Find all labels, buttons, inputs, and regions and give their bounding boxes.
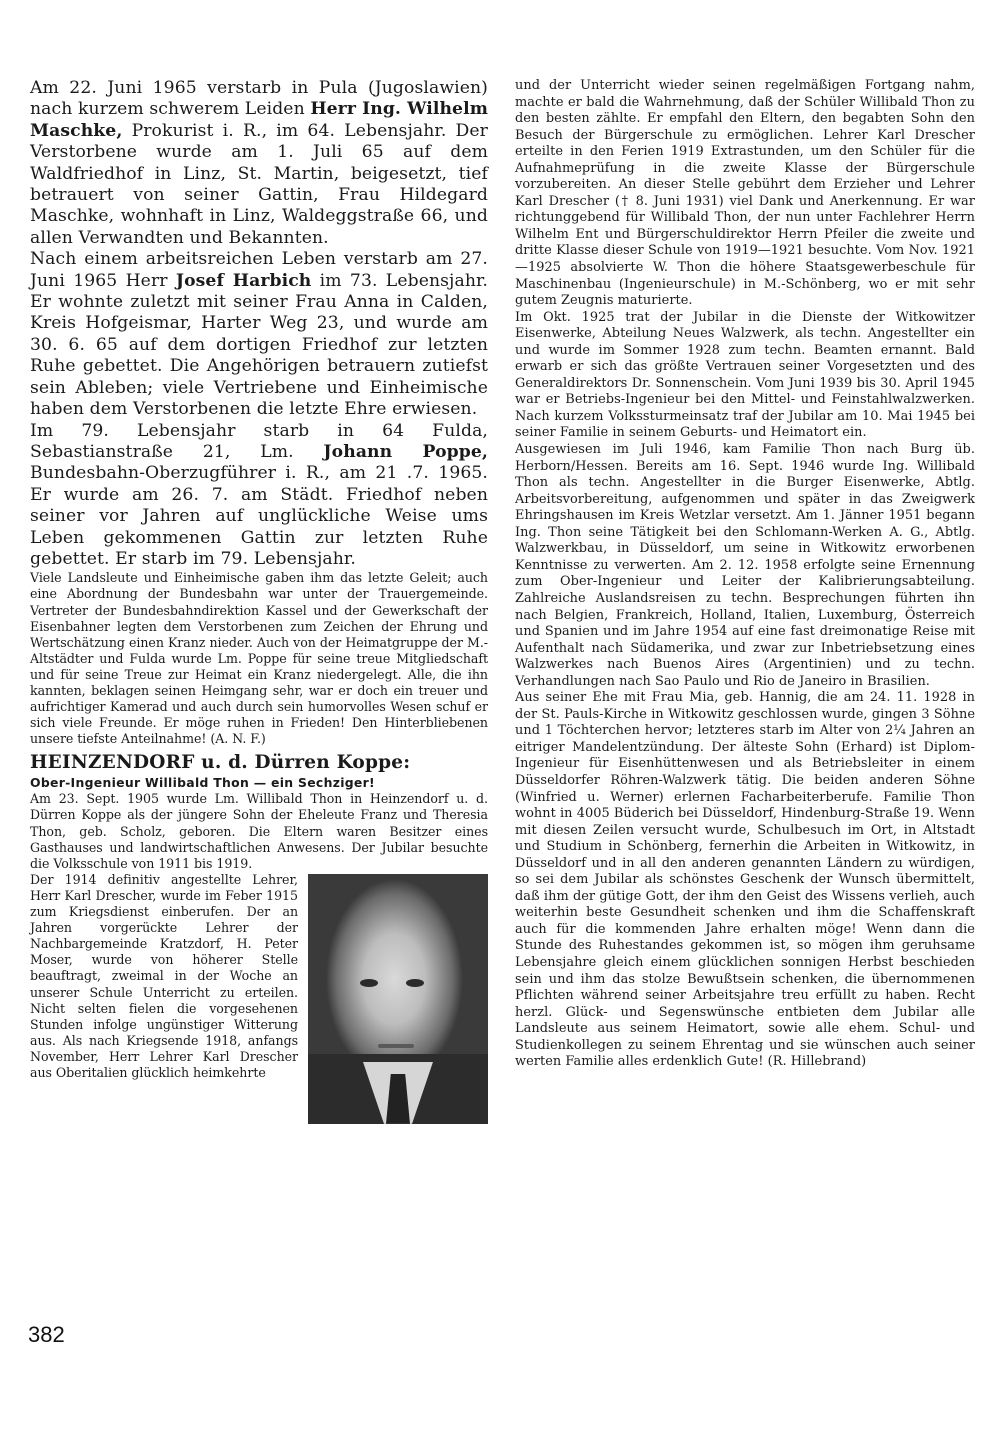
right-column: [515, 78, 975, 1071]
photo-mouth: [378, 1044, 414, 1048]
article-thon-teacher: Der 1914 definitiv angestellte Lehrer, Herr Karl Drescher, wurde im Feber 1915 zum Kriegsdienst einberufen. Der an Jahren vorgerückte Lehrer der Nachbargemeinde Kratzdorf, H. Peter Moser, wurde von höherer Stelle beauftragt, zweimal in der Woche an unserer Schule Unterricht zu erteilen. Nicht selten fielen die vorgesehenen Stunden infolge ungünstiger Witterung aus. Als nach Kriegsende 1918, anfangs November, Herr Lehrer Karl Drescher aus Oberitalien glücklich heimkehrte: [30, 871, 298, 1080]
article-thon-paragraph-3: Ausgewiesen im Juli 1946, kam Familie Thon nach Burg üb. Herborn/Hessen. Bereits am 16. Sept. 1946 wurde Ing. Willibald Thon als techn. Angestellter in die Burger Eisenwerke, Abtlg. Arbeitsvorbereitung, aufgenommen und später in das Zweigwerk Ehringshausen im Kreis Wetzlar versetzt. Am 1. Jänner 1951 begann Ing. Thon seine Tätigkeit bei den Schlomann-Werken A. G., Abtlg. Walzwerkbau, in Düsseldorf, um seine in Witkowitz erworbenen Kenntnisse zu verwerten. Am 2. 12. 1958 erfolgte seine Ernennung zum Ober-Ingenieur und Leiter der Kalibrierungsabteilung. Zahlreiche Auslandsreisen zu techn. Besprechungen führten ihn nach Belgien, Frankreich, Holland, Italien, Luxemburg, Österreich und Spanien und im Jahre 1954 auf eine fast dreimonatige Reise mit Aufenthalt nach Südamerika, und zwar zur Inbetriebsetzung eines Walzwerkes nach Buenos Aires (Argentinien) und zu techn. Verhandlungen nach Sao Paulo und Rio de Janeiro in Brasilien.: [515, 442, 975, 689]
obituary-text: im 73. Lebensjahr. Er wohnte zuletzt mit seiner Frau Anna in Calden, Kreis Hofgeismar, Harter Weg 23, und wurde am 30. 6. 65 auf dem dortigen Friedhof zur letzten Ruhe gebettet. Die Angehörigen betrauern zutiefst sein Ableben; viele Vertriebene und Einheimische haben dem Verstorbenen die letzte Ehre erwiesen.: [30, 270, 488, 420]
portrait-photo: [308, 874, 488, 1124]
deceased-name: Josef Harbich: [175, 270, 312, 291]
obituary-text: Im 79. Lebensjahr starb in 64 Fulda, Sebastianstraße 21, Lm.: [30, 420, 488, 462]
section-heading: HEINZENDORF u. d. Dürren Koppe:: [30, 752, 411, 774]
photo-eye-left: [360, 979, 378, 987]
deceased-name: Johann Poppe,: [323, 441, 488, 462]
left-column: [30, 78, 488, 1128]
obituary-poppe: [30, 421, 488, 571]
article-thon-paragraph-2: Im Okt. 1925 trat der Jubilar in die Dienste der Witkowitzer Eisenwerke, Abteilung Neues Walzwerk, als techn. Angestellter ein und wurde im Sommer 1928 zum techn. Beamten ernannt. Bald erwarb er sich das größte Vertrauen seiner Vorgesetzten und des Generaldirektors Dr. Sonnenschein. Vom Juni 1939 bis 30. April 1945 war er Betriebs-Ingenieur bei den Mittel- und Feinstahlwalzwerken. Nach kurzem Volkssturmeinsatz traf der Jubilar am 10. Mai 1945 bei seiner Familie in seinem Geburts- und Heimatort ein.: [515, 309, 975, 441]
obituary-maschke: [30, 78, 488, 249]
article-thon-paragraph-1: und der Unterricht wieder seinen regelmäßigen Fortgang nahm, machte er bald die Wahrnehmung, daß der Schüler Willibald Thon zu den besten zählte. Er empfahl den Eltern, den begabten Sohn den Besuch der Bürgerschule zu ermöglichen. Lehrer Karl Drescher erteilte in den Ferien 1919 Extrastunden, um den Schüler für die Aufnahmeprüfung in die zweite Klasse der Bürgerschule vorzubereiten. An dieser Stelle gebührt dem Erzieher und Lehrer Karl Drescher († 8. Juni 1931) viel Dank und Anerkennung. Er war richtunggebend für Willibald Thon, der nun unter Fachlehrer Herrn Wilhelm Ent und Bürgerschuldirektor Herrn Pfeiler die zweite und dritte Klasse dieser Schule von 1919—1921 besuchte. Vom Nov. 1921—1925 absolvierte W. Thon die höhere Staatsgewerbeschule für Maschinenbau (Ingenieurschule) in M.-Schönberg, wo er mit sehr gutem Zeugnis maturierte.: [515, 78, 975, 309]
article-thon-photo-wrap: [30, 872, 488, 1081]
article-subheading: Ober-Ingenieur Willibald Thon — ein Sechziger!: [30, 775, 375, 791]
obituary-harbich: [30, 249, 488, 420]
obituary-text: Bundesbahn-Oberzugführer i. R., am 21 .7. 1965. Er wurde am 26. 7. am Städt. Friedhof neben seiner vor Jahren auf unglückliche Weise ums Leben gekommenen Gattin zur letzten Ruhe gebettet. Er starb im 79. Lebensjahr.: [30, 463, 488, 569]
photo-eye-right: [406, 979, 424, 987]
obituary-text: Prokurist i. R., im 64. Lebensjahr. Der Verstorbene wurde am 1. Juli 65 auf dem Waldfriedhof in Linz, St. Martin, beigesetzt, tief betrauert von seiner Gattin, Frau Hildegard Maschke, wohnhaft in Linz, Waldeggstraße 66, und allen Verwandten und Bekannten.: [30, 120, 488, 248]
article-thon-intro: Am 23. Sept. 1905 wurde Lm. Willibald Thon in Heinzendorf u. d. Dürren Koppe als der jüngere Sohn der Eheleute Franz und Theresia Thon, geb. Scholz, geboren. Die Eltern waren Besitzer eines Gasthauses und landwirtschaftlichen Anwesens. Der Jubilar besuchte die Volksschule von 1911 bis 1919.: [30, 791, 488, 871]
article-thon-paragraph-4: Aus seiner Ehe mit Frau Mia, geb. Hannig, die am 24. 11. 1928 in der St. Pauls-Kirche in Witkowitz geschlossen wurde, gingen 3 Söhne und 1 Töchterchen hervor; letzteres starb im Alter von 2¼ Jahren an eitriger Mandelentzündung. Der älteste Sohn (Erhard) ist Diplom-Ingenieur für Eisenhüttenwesen und als Betriebsleiter in einem Düsseldorfer Röhren-Walzwerk tätig. Die beiden anderen Söhne (Winfried u. Werner) erlernen Facharbeiterberufe. Familie Thon wohnt in 4005 Büderich bei Düsseldorf, Hindenburg-Straße 19. Wenn mit diesen Zeilen versucht wurde, Schulbesuch im Ort, in Altstadt und Studium in Schönberg, fernerhin die Arbeiten in Witkowitz, in Düsseldorf und in all den anderen genannten Ländern zu würdigen, so sei dem Jubilar als schönstes Geschenk der Wunsch übermittelt, daß ihm der gütige Gott, der ihm den Geist des Wissens verlieh, auch weiterhin beste Gesundheit schenken und ihm die Schaffenskraft auch für die kommenden Jahre erhalten möge! Wenn dann die Stunde des Ruhestandes gekommen ist, so mögen ihm geruhsame Lebensjahre gleich einem glücklichen sonnigen Herbst beschieden sein und ihm das stolze Bewußtsein schenken, die übernommenen Pflichten während seiner Arbeitsjahre treu erfüllt zu haben. Recht herzl. Glück- und Segenswünsche entbieten dem Jubilar alle Landsleute aus seinem Heimatort, sowie alle ehem. Schul- und Studienkollegen zu seinem Ehrentag und sie wünschen auch seiner werten Familie alles erdenklich Gute! (R. Hillebrand): [515, 690, 975, 1070]
obituary-text: Am 22. Juni 1965 verstarb in Pula (Jugoslawien) nach kurzem schwerem Leiden: [30, 78, 488, 120]
page-number: 382: [28, 1322, 65, 1347]
obituary-poppe-details: Viele Landsleute und Einheimische gaben ihm das letzte Geleit; auch eine Abordnung der Bundesbahn war unter der Trauergemeinde. Vertreter der Bundesbahndirektion Kassel und der Gewerkschaft der Eisenbahner legten dem Verstorbenen zum Zeichen der Ehrung und Wertschätzung einen Kranz nieder. Auch von der Heimatgruppe der M.-Altstädter und Fulda wurde Lm. Poppe für seine treue Mitgliedschaft und für seine Treue zur Heimat ein Kranz niedergelegt. Alle, die ihn kannten, beklagen seinen Heimgang sehr, war er doch ein treuer und aufrichtiger Kamerad und auch durch sein humorvolles Wesen schuf er sich viele Freunde. Er möge ruhen in Frieden! Den Hinterbliebenen unsere tiefste Anteilnahme! (A. N. F.): [30, 570, 488, 747]
obituary-text: Nach einem arbeitsreichen Leben verstarb am 27. Juni 1965 Herr: [30, 249, 488, 291]
deceased-name: Herr Ing. Wilhelm Maschke,: [30, 99, 489, 141]
